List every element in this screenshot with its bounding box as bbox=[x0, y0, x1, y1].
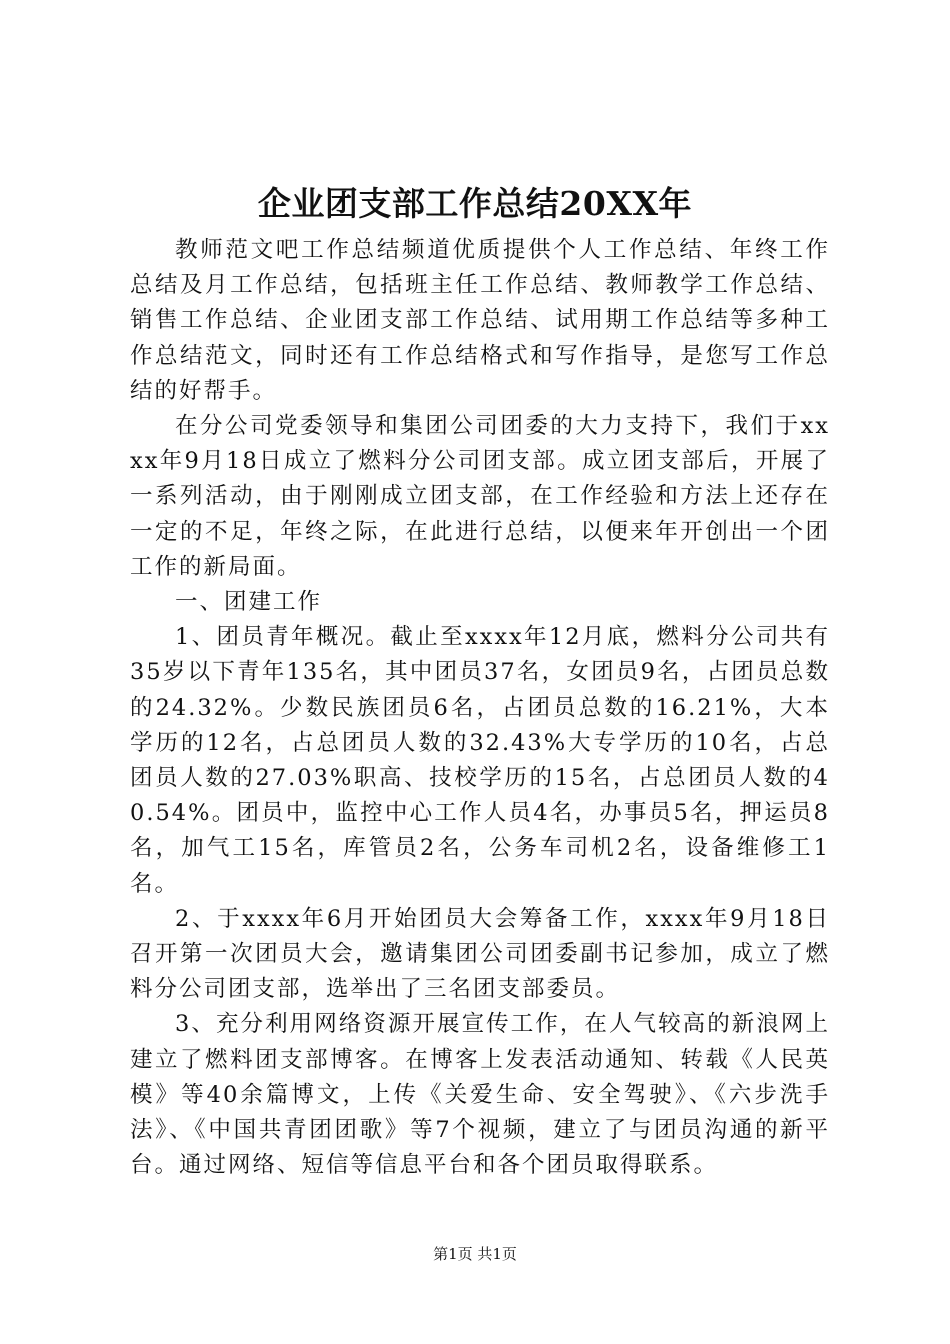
paragraph-online-publicity: 3、充分利用网络资源开展宣传工作，在人气较高的新浪网上建立了燃料团支部博客。在博客上发表活动通知、转载《人民英模》等40余篇博文，上传《关爱生命、安全驾驶》、《六步洗手法》、《中国共青团团歌》等7个视频，建立了与团员沟通的新平台。通过网络、短信等信息平台和各个团员取得联系。 bbox=[130, 1011, 830, 1179]
paragraph-member-meeting: 2、于xxxx年6月开始团员大会筹备工作，xxxx年9月18日召开第一次团员大会，邀请集团公司团委副书记参加，成立了燃料分公司团支部，选举出了三名团支部委员。 bbox=[130, 905, 830, 1003]
paragraph-member-overview: 1、团员青年概况。截止至xxxx年12月底，燃料分公司共有35岁以下青年135名，其中团员37名，女团员9名，占团员总数的24.32%。少数民族团员6名，占团员总数的16.21%，大本学历的12名，占总团员人数的32.43%大专学历的10名，占总团员人数的27.03%职高、技校学历的15名，占总团员人数的40.54%。团员中，监控中心工作人员4名，办事员5名，押运员8名，加气工15名，库管员2名，公务车司机2名，设备维修工1名。 bbox=[130, 624, 830, 897]
document-body bbox=[130, 233, 830, 1183]
document-title: 企业团支部工作总结20XX年 bbox=[257, 184, 693, 223]
section-heading-team-building: 一、团建工作 bbox=[175, 589, 323, 616]
page-footer: 第1页 共1页 bbox=[433, 1245, 517, 1263]
paragraph-background: 在分公司党委领导和集团公司团委的大力支持下，我们于xxxx年9月18日成立了燃料分公司团支部。成立团支部后，开展了一系列活动，由于刚刚成立团支部，在工作经验和方法上还存在一定的不足，年终之际，在此进行总结，以便来年开创出一个团工作的新局面。 bbox=[130, 413, 830, 580]
paragraph-intro: 教师范文吧工作总结频道优质提供个人工作总结、年终工作总结及月工作总结，包括班主任工作总结、教师教学工作总结、销售工作总结、企业团支部工作总结、试用期工作总结等多种工作总结范文，同时还有工作总结格式和写作指导，是您写工作总结的好帮手。 bbox=[130, 237, 830, 404]
